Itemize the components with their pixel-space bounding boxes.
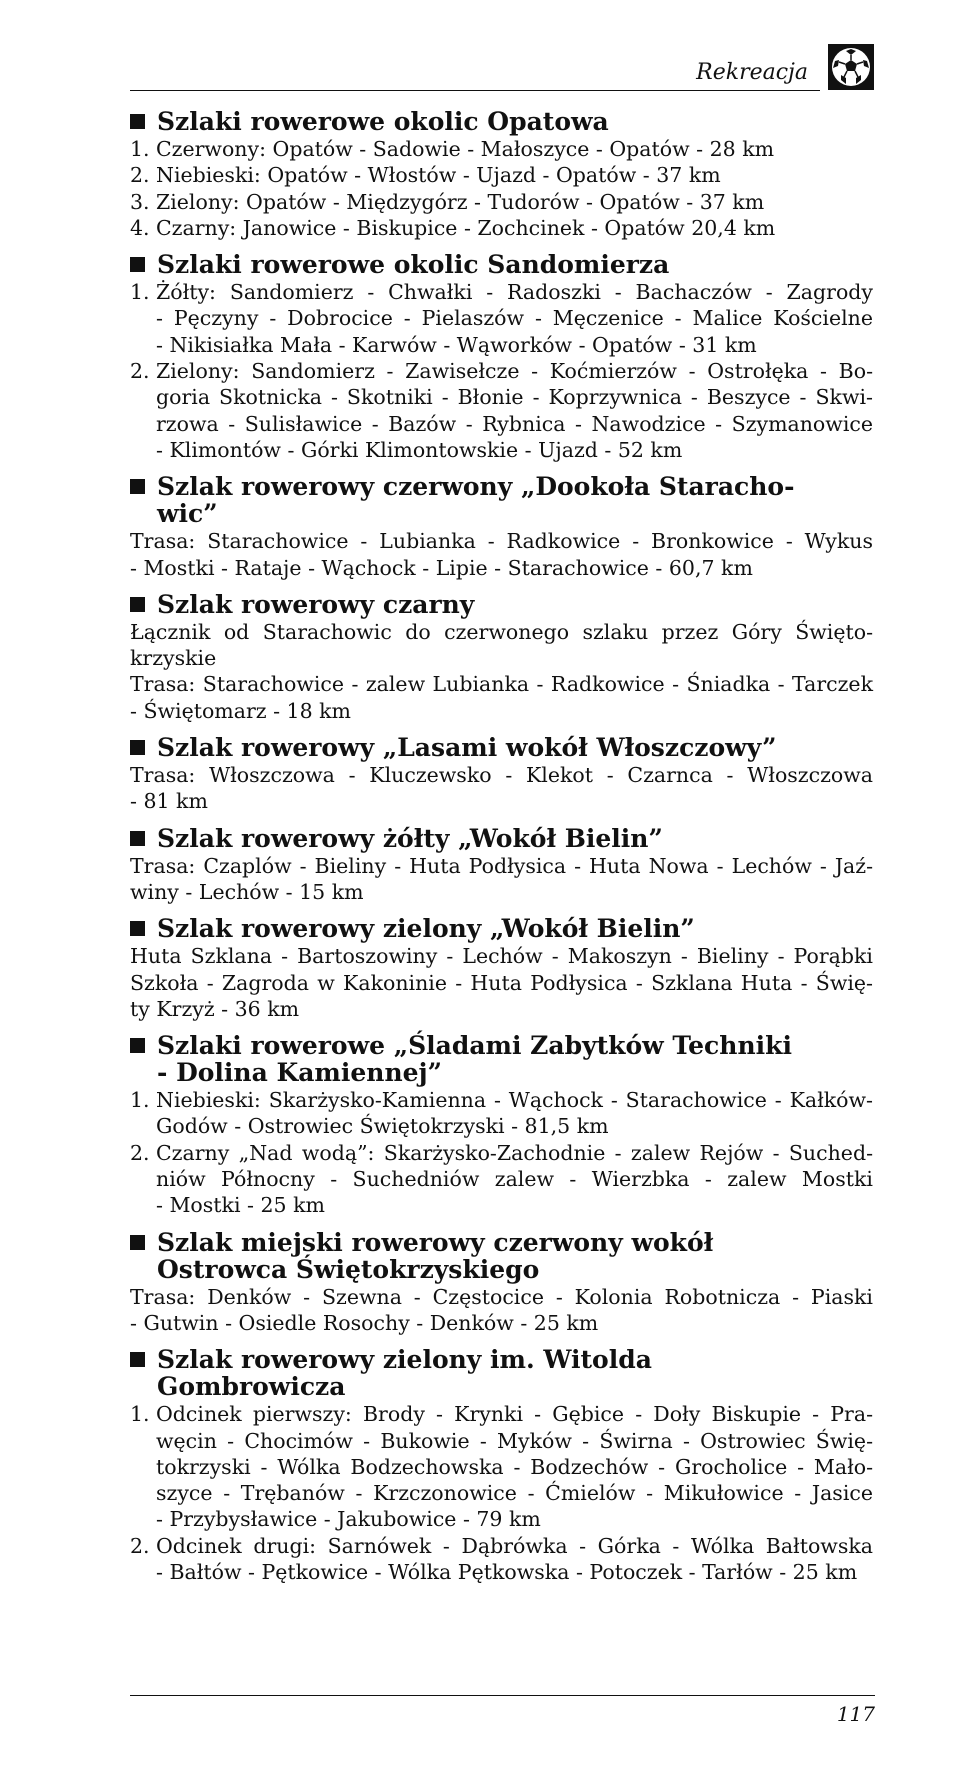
heading-line: Szlak rowerowy czerwony „Dookoła Staracho- xyxy=(157,472,795,502)
page-header xyxy=(130,58,820,91)
route-list-item xyxy=(130,279,873,358)
route-text-line: Niebieski: Skarżysko-Kamienna - Wąchock - Starachowice - Kałków- xyxy=(156,1088,873,1113)
square-bullet-icon xyxy=(130,257,145,272)
heading-line: Szlaki rowerowe okolic Opatowa xyxy=(157,107,609,136)
route-text-line: tokrzyski - Wólka Bodzechowska - Bodzechów - Grocholice - Mało- xyxy=(156,1454,873,1479)
route-list-item xyxy=(130,189,873,215)
route-text-line: Odcinek drugi: Sarnówek - Dąbrówka - Górka - Wólka Bałtowska xyxy=(156,1533,873,1558)
route-text-line: Zielony: Opatów - Międzygórz - Tudorów - Opatów - 37 km xyxy=(156,189,765,214)
route-text-line: Czarny: Janowice - Biskupice - Zochcinek - Opatów 20,4 km xyxy=(156,215,776,240)
route-text-line: Trasa: Starachowice - zalew Lubianka - Radkowice - Śniadka - Tarczek xyxy=(130,672,873,697)
section-heading xyxy=(130,108,873,135)
route-list-item xyxy=(130,215,873,241)
route-list-item xyxy=(130,162,873,188)
square-bullet-icon xyxy=(130,597,145,612)
square-bullet-icon xyxy=(130,114,145,129)
route-list-item xyxy=(130,1087,873,1140)
route-text-line: ty Krzyż - 36 km xyxy=(130,996,300,1021)
route-text-line: - Przybysławice - Jakubowice - 79 km xyxy=(156,1507,541,1532)
route-text-line: Czerwony: Opatów - Sadowie - Małoszyce - Opatów - 28 km xyxy=(156,137,775,161)
route-section xyxy=(130,1032,873,1218)
route-text-line: Odcinek pierwszy: Brody - Krynki - Gębice - Doły Biskupie - Pra- xyxy=(156,1402,873,1427)
square-bullet-icon xyxy=(130,921,145,936)
heading-line: Szlak rowerowy zielony im. Witolda xyxy=(157,1345,652,1375)
heading-line: Szlak rowerowy czarny xyxy=(157,589,475,619)
route-text-line: Szkoła - Zagroda w Kakoninie - Huta Podłysica - Szklana Huta - Świę- xyxy=(130,970,873,995)
route-section xyxy=(130,108,873,241)
route-text-line: Niebieski: Opatów - Włostów - Ujazd - Opatów - 37 km xyxy=(156,163,721,188)
square-bullet-icon xyxy=(130,831,145,846)
square-bullet-icon xyxy=(130,1038,145,1053)
route-text-line: rzowa - Sulisławice - Bazów - Rybnica - Nawodzice - Szymanowice xyxy=(156,411,873,436)
page-number: 117 xyxy=(836,1702,875,1726)
item-number: 3. xyxy=(130,189,150,214)
route-text-line: węcin - Chocimów - Bukowie - Myków - Świrna - Ostrowiec Świę- xyxy=(156,1428,873,1453)
route-text-line: Trasa: Starachowice - Lubianka - Radkowice - Bronkowice - Wykus xyxy=(130,529,873,554)
item-number: 1. xyxy=(130,1088,150,1113)
route-text-line: - Pęczyny - Dobrocice - Pielaszów - Męczenice - Malice Kościelne xyxy=(156,306,873,331)
route-list-item xyxy=(130,1140,873,1219)
route-text-line: Huta Szklana - Bartoszowiny - Lechów - Makoszyn - Bieliny - Porąbki xyxy=(130,944,873,969)
route-text-line: - Klimontów - Górki Klimontowskie - Ujazd - 52 km xyxy=(156,437,683,462)
section-heading xyxy=(130,591,873,618)
route-text-line: Trasa: Włoszczowa - Kluczewsko - Klekot - Czarnca - Włoszczowa xyxy=(130,763,873,788)
square-bullet-icon xyxy=(130,1235,145,1250)
heading-line: Szlaki rowerowe okolic Sandomierza xyxy=(157,250,670,280)
route-text-line: Zielony: Sandomierz - Zawisełcze - Koćmierzów - Ostrołęka - Bo- xyxy=(156,359,873,384)
heading-line: Ostrowca Świętokrzyskiego xyxy=(157,1254,540,1284)
section-heading xyxy=(130,1229,873,1283)
route-section xyxy=(130,473,873,581)
item-number: 2. xyxy=(130,1140,150,1165)
route-list-item xyxy=(130,1401,873,1532)
route-text-line: Trasa: Denków - Szewna - Częstocice - Kolonia Robotnicza - Piaski xyxy=(130,1284,873,1309)
section-heading xyxy=(130,915,873,942)
route-text-line: szyce - Trębanów - Krzczonowice - Ćmielów - Mikułowice - Jasice xyxy=(156,1481,873,1506)
square-bullet-icon xyxy=(130,740,145,755)
section-heading xyxy=(130,825,873,852)
route-text-line: niów Północny - Suchedniów zalew - Wierzbka - zalew Mostki xyxy=(156,1167,873,1192)
route-text-line: Żółty: Sandomierz - Chwałki - Radoszki - Bachaczów - Zagrody xyxy=(156,280,873,305)
route-section xyxy=(130,734,873,815)
route-text-line: Trasa: Czaplów - Bieliny - Huta Podłysica - Huta Nowa - Lechów - Jaź- xyxy=(130,853,873,878)
route-text-line: krzyskie xyxy=(130,646,217,671)
section-label: Rekreacja xyxy=(696,60,808,85)
section-heading xyxy=(130,734,873,761)
heading-line: Szlak rowerowy żółty „Wokół Bielin” xyxy=(157,823,663,853)
route-list-item xyxy=(130,358,873,463)
section-heading xyxy=(130,1032,873,1086)
route-list-item xyxy=(130,1533,873,1586)
route-section xyxy=(130,915,873,1022)
heading-line: Gombrowicza xyxy=(157,1372,346,1402)
heading-line: wic” xyxy=(157,499,218,529)
route-text-line: - Świętomarz - 18 km xyxy=(130,698,351,723)
heading-line: Szlak rowerowy zielony „Wokół Bielin” xyxy=(157,914,695,944)
section-heading xyxy=(130,1346,873,1400)
heading-line: Szlaki rowerowe „Śladami Zabytków Techniki xyxy=(157,1031,792,1061)
route-text-line: Łącznik od Starachowic do czerwonego szlaku przez Góry Święto- xyxy=(130,619,873,644)
soccer-ball-icon xyxy=(828,44,874,90)
route-section xyxy=(130,825,873,906)
main-content xyxy=(130,108,873,1595)
heading-line: - Dolina Kamiennej” xyxy=(157,1058,442,1088)
route-text-line: Czarny „Nad wodą”: Skarżysko-Zachodnie - zalew Rejów - Suched- xyxy=(156,1140,873,1165)
footer-rule xyxy=(130,1695,875,1696)
route-section xyxy=(130,1346,873,1585)
route-text-line: winy - Lechów - 15 km xyxy=(130,879,364,904)
section-heading xyxy=(130,473,873,527)
square-bullet-icon xyxy=(130,479,145,494)
route-text-line: - Mostki - 25 km xyxy=(156,1193,325,1218)
route-text-line: goria Skotnicka - Skotniki - Błonie - Koprzywnica - Beszyce - Skwi- xyxy=(156,385,873,410)
route-text-line: - Bałtów - Pętkowice - Wólka Pętkowska - Potoczek - Tarłów - 25 km xyxy=(156,1559,858,1584)
route-section xyxy=(130,591,873,724)
route-list-item xyxy=(130,136,873,162)
route-section xyxy=(130,251,873,463)
item-number: 2. xyxy=(130,359,150,384)
route-text-line: - Mostki - Rataje - Wąchock - Lipie - Starachowice - 60,7 km xyxy=(130,555,753,580)
item-number: 4. xyxy=(130,215,150,240)
item-number: 1. xyxy=(130,1402,150,1427)
item-number: 1. xyxy=(130,137,150,161)
section-heading xyxy=(130,251,873,278)
route-text-line: - Gutwin - Osiedle Rosochy - Denków - 25 km xyxy=(130,1310,599,1335)
route-section xyxy=(130,1229,873,1337)
item-number: 2. xyxy=(130,163,150,188)
route-text-line: Godów - Ostrowiec Świętokrzyski - 81,5 km xyxy=(156,1114,609,1139)
route-text-line: - 81 km xyxy=(130,789,208,814)
square-bullet-icon xyxy=(130,1352,145,1367)
item-number: 1. xyxy=(130,280,150,305)
item-number: 2. xyxy=(130,1533,150,1558)
heading-line: Szlak rowerowy „Lasami wokół Włoszczowy” xyxy=(157,733,777,763)
heading-line: Szlak miejski rowerowy czerwony wokół xyxy=(157,1227,714,1257)
route-text-line: - Nikisiałka Mała - Karwów - Wąworków - Opatów - 31 km xyxy=(156,332,757,357)
